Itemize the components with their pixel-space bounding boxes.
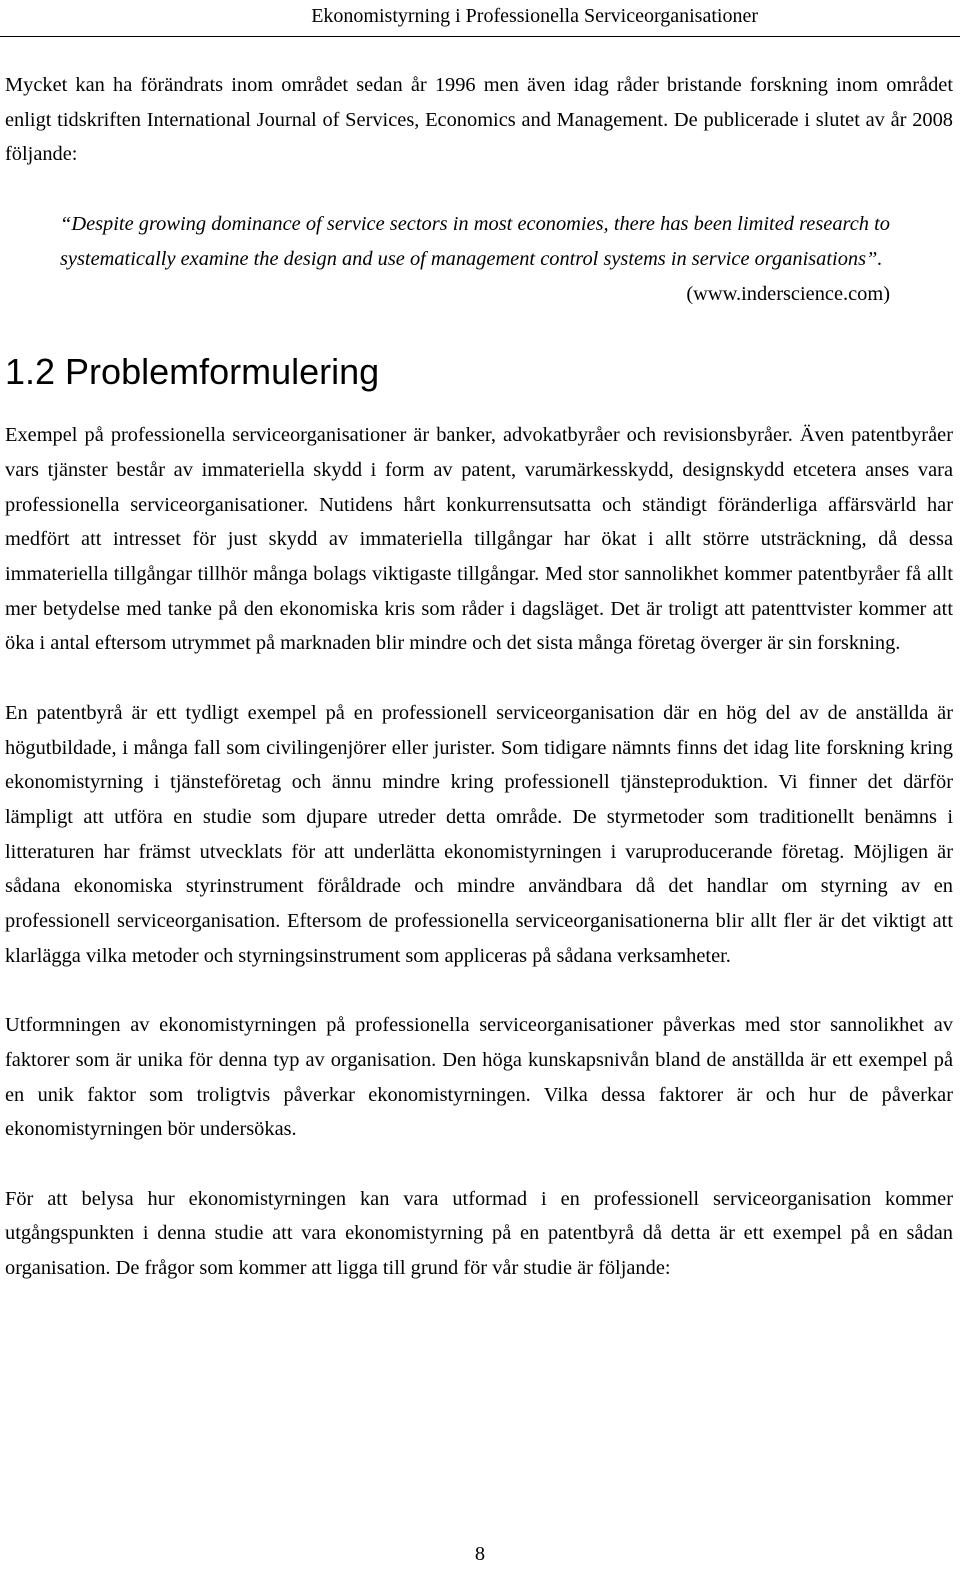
body-paragraph: För att belysa hur ekonomistyrningen kan vara utformad i en professionell serviceorganisation kommer utgångspunkten i denna studie att vara ekonomistyrning på en patentbyrå då detta är ett exempel på en sådan organisation. De frågor som kommer att ligga till grund för vår studie är följande: — [5, 1187, 953, 1280]
page-content — [5, 68, 953, 1286]
body-paragraph: En patentbyrå är ett tydligt exempel på en professionell serviceorganisation där en hög del av de anställda är högutbildade, i många fall som civilingenjörer eller jurister. Som tidigare nämnts finns det idag lite forskning kring ekonomistyrning i tjänsteföretag och ännu mindre kring professionell tjänsteproduktion. Vi finner det därför lämpligt att utföra en studie som djupare utreder detta område. De styrmetoder som traditionellt benämns i litteraturen har främst utvecklats för att underlätta ekonomistyrningen i varuproducerande företag. Möjligen är sådana ekonomiska styrinstrument föråldrade och mindre användbara då det handlar om styrning av en professionell serviceorganisation. Eftersom de professionella serviceorganisationerna blir allt fler är det viktigt att klarlägga vilka metoder och styrningsinstrument som appliceras på sådana verksamheter. — [5, 701, 953, 967]
quote-source: (www.inderscience.com) — [686, 282, 890, 305]
section-heading: 1.2 Problemformulering — [5, 351, 380, 393]
body-paragraph: Exempel på professionella serviceorganisationer är banker, advokatbyråer och revisionsbyråer. Även patentbyråer vars tjänster består av immateriella skydd i form av patent, varumärkesskydd, designskydd etcetera anses vara professionella serviceorganisationer. Nutidens hårt konkurrensutsatta och ständigt föränderliga affärsvärld har medfört att intresset för just skydd av immateriella tillgångar har ökat i allt större utsträckning, då dessa immateriella tillgångar tillhör många bolags viktigaste tillgångar. Med stor sannolikhet kommer patentbyråer få allt mer betydelse med tanke på den ekonomiska kris som råder i dagsläget. Det är troligt att patenttvister kommer att öka i antal eftersom utrymmet på marknaden blir mindre och det sista många företag överger är sin forskning. — [5, 424, 953, 655]
body-paragraph: Utformningen av ekonomistyrningen på professionella serviceorganisationer påverkas med stor sannolikhet av faktorer som är unika för denna typ av organisation. Den höga kunskapsnivån bland de anställda är ett exempel på en unik faktor som troligtvis påverkar ekonomistyrningen. Vilka dessa faktorer är och hur de påverkar ekonomistyrningen bör undersökas. — [5, 1014, 953, 1141]
page-header — [0, 0, 960, 38]
intro-paragraph: Mycket kan ha förändrats inom området sedan år 1996 men även idag råder bristande forskning inom området enligt tidskriften International Journal of Services, Economics and Management. De publicerade i slutet av år 2008 följande: — [5, 74, 953, 166]
running-header-title: Ekonomistyrning i Professionella Serviceorganisationer — [311, 5, 758, 27]
page-number: 8 — [474, 1543, 486, 1565]
quote-text: “ Despite growing dominance of service sectors in most economies, there has been limited research to systematically examine the design and use of management control systems in service organisations ”. — [60, 213, 890, 270]
block-quote — [60, 207, 890, 311]
header-divider — [0, 36, 960, 37]
